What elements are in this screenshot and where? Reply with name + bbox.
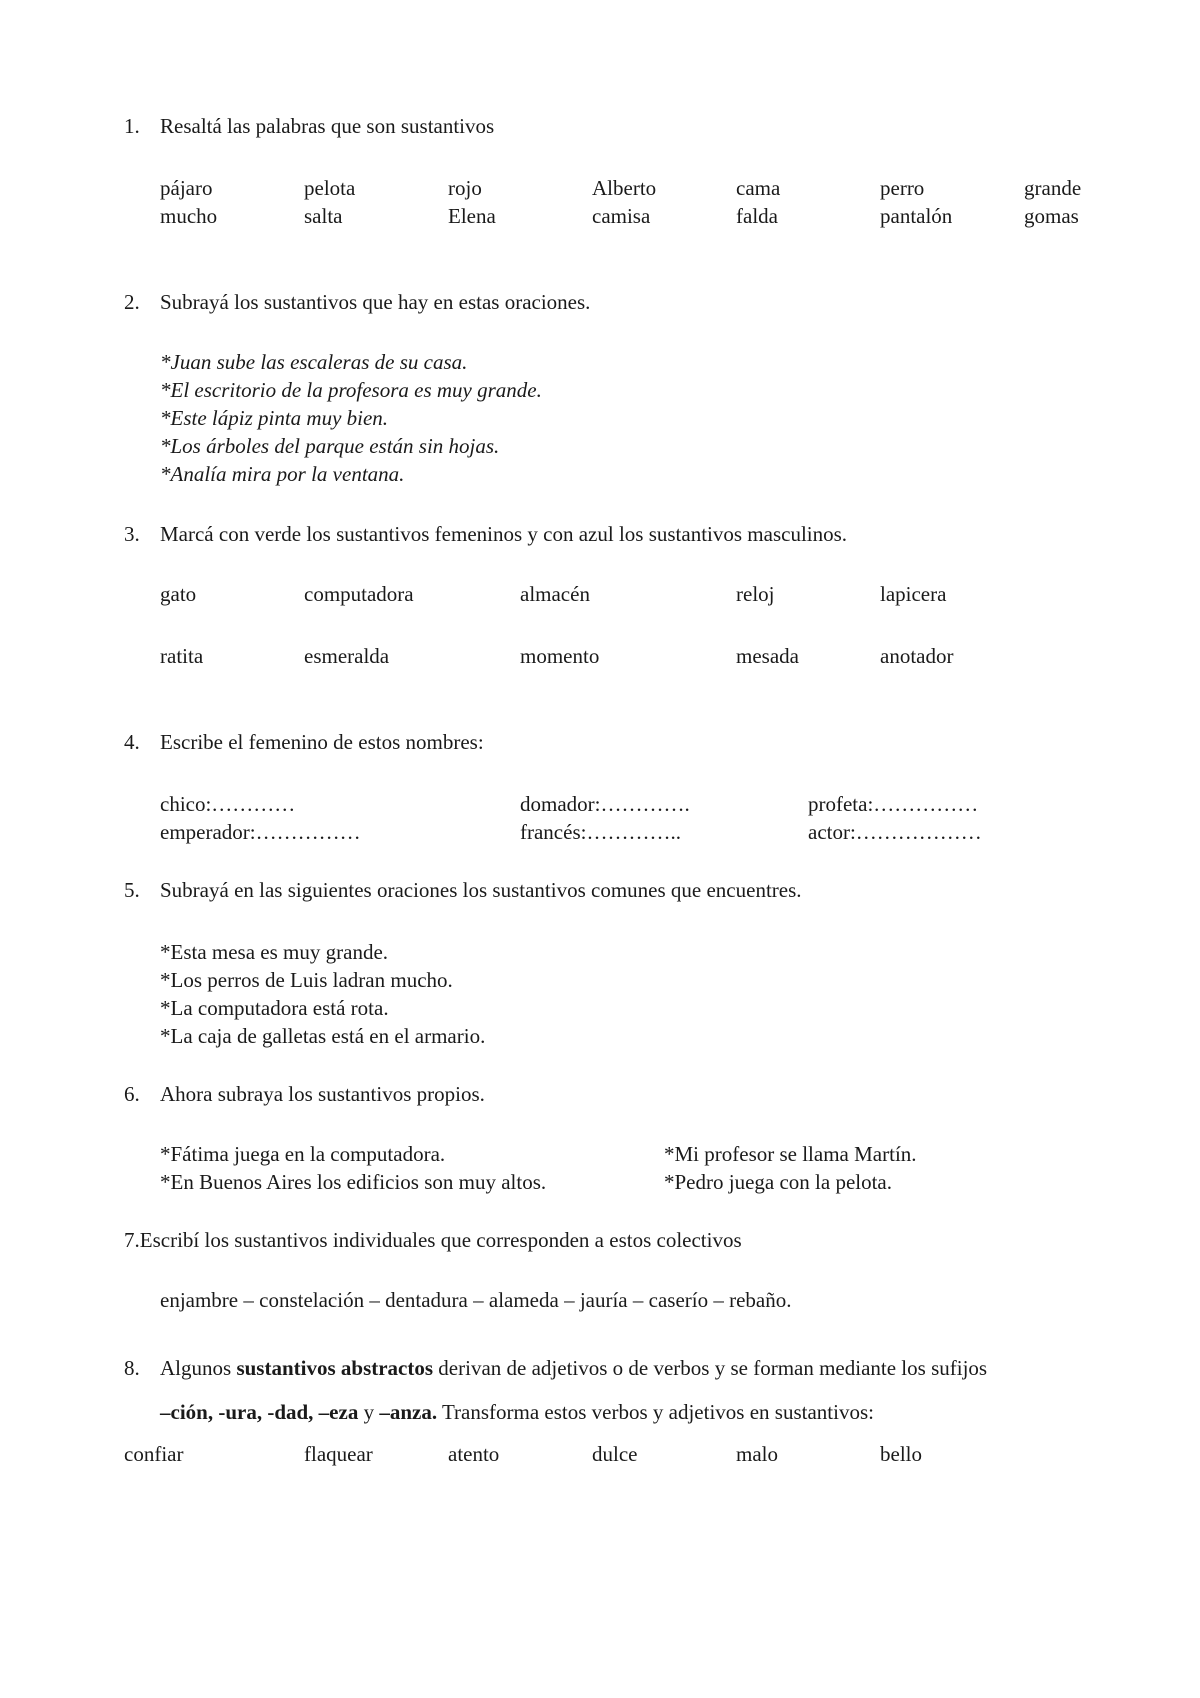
q4-blank: francés:………….. [520, 820, 681, 844]
q8-word: atento [448, 1442, 500, 1466]
q2-sentence: *Este lápiz pinta muy bien. [160, 406, 389, 430]
q5-number: 5. [124, 878, 140, 902]
q1-word: falda [736, 204, 778, 228]
q8-text: y [358, 1400, 380, 1424]
q1-word: mucho [160, 204, 218, 228]
q7-instruction: 7.Escribí los sustantivos individuales que corresponden a estos colectivos [124, 1228, 742, 1252]
q3-word: mesada [736, 644, 799, 668]
q4-blank: actor:……………… [808, 820, 982, 844]
q3-word: gato [160, 582, 197, 606]
q3-word: computadora [304, 582, 414, 606]
q3-word: reloj [736, 582, 775, 606]
q3-number: 3. [124, 522, 140, 546]
q8-text: Transforma estos verbos y adjetivos en sustantivos: [437, 1400, 874, 1424]
q8-line-1 [160, 1358, 987, 1379]
q1-word: Alberto [592, 176, 657, 200]
q2-number: 2. [124, 290, 140, 314]
q3-word: ratita [160, 644, 204, 668]
q1-word: gomas [1024, 204, 1079, 228]
q2-sentence: *Juan sube las escaleras de su casa. [160, 350, 468, 374]
q1-number: 1. [124, 114, 140, 138]
q3-word: momento [520, 644, 600, 668]
q8-word: bello [880, 1442, 922, 1466]
q5-sentence: *Esta mesa es muy grande. [160, 940, 389, 964]
q8-text: Algunos [160, 1356, 237, 1380]
q6-instruction: Ahora subraya los sustantivos propios. [160, 1082, 485, 1106]
q5-sentence: *La computadora está rota. [160, 996, 389, 1020]
q8-suffix-anza: –anza. [379, 1400, 438, 1424]
q6-sentence: *Pedro juega con la pelota. [664, 1170, 893, 1194]
q2-sentence: *El escritorio de la profesora es muy grande. [160, 378, 542, 402]
q2-instruction: Subrayá los sustantivos que hay en estas oraciones. [160, 290, 591, 314]
q4-blank: emperador:…………… [160, 820, 361, 844]
q6-sentence: *En Buenos Aires los edificios son muy altos. [160, 1170, 547, 1194]
q4-blank: profeta:…………… [808, 792, 979, 816]
q8-suffixes: –ción, -ura, -dad, –eza [160, 1400, 359, 1424]
q1-word: pelota [304, 176, 356, 200]
q1-instruction: Resaltá las palabras que son sustantivos [160, 114, 495, 138]
q4-number: 4. [124, 730, 140, 754]
q3-word: almacén [520, 582, 590, 606]
q8-word: flaquear [304, 1442, 373, 1466]
q5-instruction: Subrayá en las siguientes oraciones los sustantivos comunes que encuentres. [160, 878, 802, 902]
q8-text: derivan de adjetivos o de verbos y se forman mediante los sufijos [433, 1356, 988, 1380]
q3-word: anotador [880, 644, 954, 668]
q4-blank: chico:………… [160, 792, 296, 816]
q1-word: perro [880, 176, 925, 200]
q4-blank: domador:…………. [520, 792, 690, 816]
q1-word: pájaro [160, 176, 213, 200]
q3-instruction: Marcá con verde los sustantivos femeninos y con azul los sustantivos masculinos. [160, 522, 848, 546]
q8-number: 8. [124, 1356, 140, 1380]
q8-word: malo [736, 1442, 778, 1466]
q6-sentence: *Mi profesor se llama Martín. [664, 1142, 917, 1166]
q6-sentence: *Fátima juega en la computadora. [160, 1142, 446, 1166]
q6-number: 6. [124, 1082, 140, 1106]
q1-word: camisa [592, 204, 651, 228]
q5-sentence: *Los perros de Luis ladran mucho. [160, 968, 453, 992]
q1-word: cama [736, 176, 781, 200]
q1-word: salta [304, 204, 343, 228]
q8-line-2 [160, 1402, 874, 1423]
q4-instruction: Escribe el femenino de estos nombres: [160, 730, 484, 754]
q8-bold-term: sustantivos abstractos [236, 1356, 434, 1380]
q2-sentence: *Analía mira por la ventana. [160, 462, 405, 486]
q3-word: lapicera [880, 582, 947, 606]
q8-word: dulce [592, 1442, 638, 1466]
q1-word: pantalón [880, 204, 953, 228]
q1-word: Elena [448, 204, 496, 228]
q1-word: grande [1024, 176, 1082, 200]
q7-collectives: enjambre – constelación – dentadura – alameda – jauría – caserío – rebaño. [160, 1288, 792, 1312]
q5-sentence: *La caja de galletas está en el armario. [160, 1024, 486, 1048]
q1-word: rojo [448, 176, 482, 200]
q3-word: esmeralda [304, 644, 390, 668]
q2-sentence: *Los árboles del parque están sin hojas. [160, 434, 500, 458]
q8-word: confiar [124, 1442, 184, 1466]
